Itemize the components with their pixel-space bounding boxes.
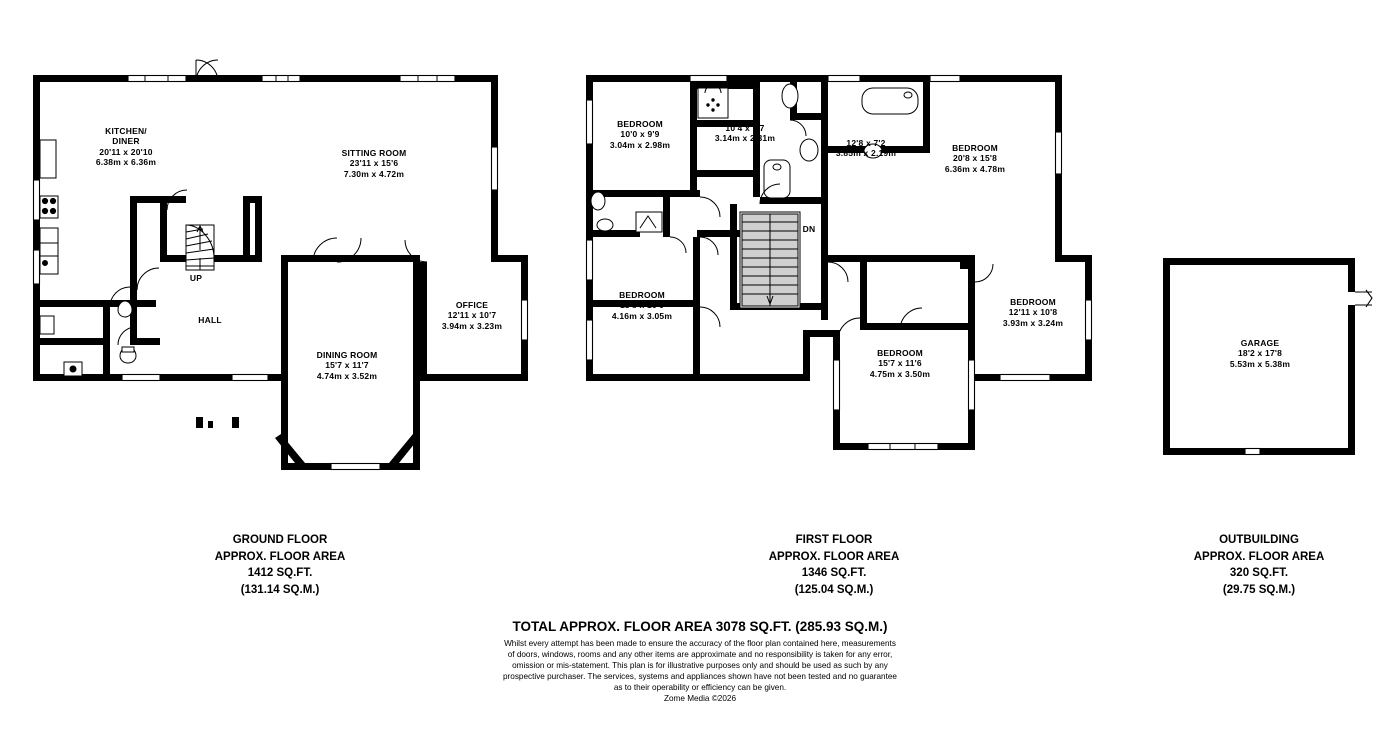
room-name: KITCHEN/: [105, 126, 147, 136]
floor-title: OUTBUILDING: [1219, 534, 1299, 546]
floor-title: GROUND FLOOR: [232, 534, 328, 546]
room-dim-metric: 3.14m x 2.31m: [714, 133, 776, 144]
room-dim-metric: 3.85m x 2.19m: [835, 148, 897, 159]
room-dim-imperial: 20'8 x 15'8: [952, 153, 998, 164]
floor-area-sqm: (125.04 SQ.M.): [794, 584, 874, 597]
room-name: HALL: [198, 315, 222, 325]
room-dim-imperial: 12'11 x 10'8: [1008, 307, 1058, 318]
room-label-garage: [1207, 338, 1313, 369]
room-dim-imperial: 15'7 x 11'6: [878, 358, 922, 369]
room-dim-imperial: 12'11 x 10'7: [447, 310, 497, 321]
room-dim-imperial: 12'8 x 7'2: [846, 138, 886, 148]
room-name: BEDROOM: [617, 119, 663, 129]
room-dim-metric: 6.38m x 6.36m: [95, 157, 157, 168]
floor-area-caption: APPROX. FLOOR AREA: [768, 550, 900, 563]
disclaimer-line: as to their operability or efficiency can be given.: [613, 683, 787, 693]
floor-area-sqft: 320 SQ.FT.: [1229, 567, 1289, 580]
stair-label: UP: [189, 273, 203, 283]
room-dim-metric: 3.94m x 3.23m: [441, 320, 503, 331]
room-dim-imperial: 13'8 x 10'0: [619, 300, 665, 311]
copyright-line: Zome Media ©2026: [663, 694, 737, 704]
room-name: BEDROOM: [619, 290, 665, 300]
room-name: GARAGE: [1240, 338, 1280, 348]
floor-area-caption: APPROX. FLOOR AREA: [1193, 550, 1325, 563]
room-dim-imperial: 18'2 x 17'8: [1237, 348, 1283, 359]
first-floor-caption: [734, 532, 934, 599]
room-dim-metric: 3.93m x 3.24m: [1002, 317, 1064, 328]
room-dim-metric: 7.30m x 4.72m: [343, 168, 405, 179]
floor-area-sqm: (131.14 SQ.M.): [240, 584, 320, 597]
room-dim-metric: 4.74m x 3.52m: [316, 370, 378, 381]
total-floor-area: TOTAL APPROX. FLOOR AREA 3078 SQ.FT. (285.93 SQ.M.): [512, 619, 888, 634]
room-dim-imperial: 10'0 x 9'9: [620, 129, 660, 140]
room-dim-imperial: 20'11 x 20'10: [99, 146, 153, 157]
floor-area-caption: APPROX. FLOOR AREA: [214, 550, 346, 563]
room-dim-imperial: 15'7 x 11'7: [325, 360, 369, 371]
room-name: DINING ROOM: [316, 350, 378, 360]
room-name: OFFICE: [455, 300, 489, 310]
floor-area-sqft: 1412 SQ.FT.: [247, 567, 313, 580]
floor-area-sqm: (29.75 SQ.M.): [1222, 584, 1296, 597]
room-dim-imperial: 23'11 x 15'6: [349, 158, 399, 169]
ground-floor-caption: [180, 532, 380, 599]
floor-area-sqft: 1346 SQ.FT.: [801, 567, 867, 580]
disclaimer-line: omission or mis-statement. This plan is for illustrative purposes only and should be used as such by any: [512, 661, 888, 671]
floor-title: FIRST FLOOR: [795, 534, 873, 546]
room-dim-imperial: 10'4 x 7'7: [725, 123, 765, 133]
disclaimer-line: Whilst every attempt has been made to ensure the accuracy of the floor plan contained here, measurements: [504, 639, 896, 648]
room-name: UTILITY: [53, 337, 87, 347]
room-dim-metric: 4.16m x 3.05m: [611, 310, 673, 321]
disclaimer: [250, 638, 1150, 704]
room-dim-metric: 3.04m x 2.98m: [609, 139, 671, 150]
room-name: BEDROOM: [877, 348, 923, 358]
stair-label: DN: [802, 224, 816, 234]
outbuilding-caption: [1159, 532, 1359, 599]
room-name-2: DINER: [112, 136, 140, 147]
room-name: BEDROOM: [952, 143, 998, 153]
room-name: SITTING ROOM: [341, 148, 407, 158]
room-name: BEDROOM: [1010, 297, 1056, 307]
room-dim-metric: 5.53m x 5.38m: [1229, 358, 1291, 369]
room-dim-metric: 6.36m x 4.78m: [944, 163, 1006, 174]
disclaimer-line: of doors, windows, rooms and any other items are approximate and no responsibility is taken for any error,: [507, 650, 893, 660]
room-dim-metric: 4.75m x 3.50m: [869, 368, 931, 379]
disclaimer-line: prospective purchaser. The services, systems and appliances shown have not been tested and no guarantee: [502, 672, 897, 682]
